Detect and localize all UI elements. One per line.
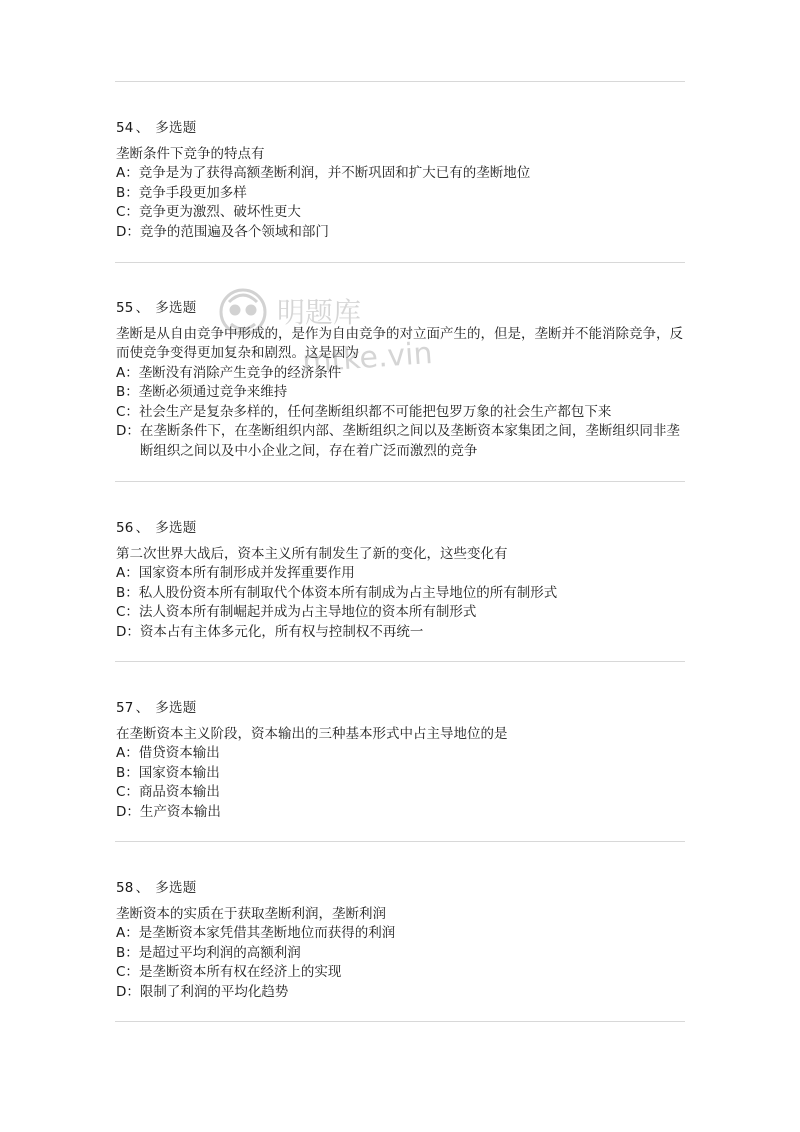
divider xyxy=(115,661,685,662)
option-key: D： xyxy=(116,803,140,820)
question-number: 55 xyxy=(116,300,134,316)
option-text: 法人资本所有制崛起并成为占主导地位的资本所有制形式 xyxy=(138,604,477,620)
question-separator: 、 xyxy=(135,520,150,536)
question-header xyxy=(116,699,688,719)
question-57 xyxy=(116,699,688,822)
option-key: A： xyxy=(116,165,139,181)
option-b[interactable] xyxy=(116,764,688,784)
option-text: 是垄断资本所有权在经济上的实现 xyxy=(138,964,342,980)
question-56 xyxy=(116,519,688,642)
question-header xyxy=(116,519,688,539)
option-text: 在垄断条件下，在垄断组织内部、垄断组织之间以及垄断资本家集团之间，垄断组织同非垄断组织之间以及中小企业之间，存在着广泛而激烈的竞争 xyxy=(139,423,680,459)
option-key: C： xyxy=(116,204,139,220)
option-a[interactable] xyxy=(116,364,688,384)
option-key: D： xyxy=(116,623,140,640)
option-a[interactable] xyxy=(116,164,688,184)
option-key: C： xyxy=(116,403,139,420)
question-stem: 垄断资本的实质在于获取垄断利润，垄断利润 xyxy=(116,905,386,922)
question-55 xyxy=(116,299,688,461)
option-text: 资本占有主体多元化，所有权与控制权不再统一 xyxy=(139,623,424,640)
option-text: 是超过平均利润的高额利润 xyxy=(138,944,301,961)
question-header xyxy=(116,879,688,899)
question-separator: 、 xyxy=(135,880,150,896)
option-key: A： xyxy=(116,565,139,581)
question-separator: 、 xyxy=(135,120,150,136)
question-stem: 垄断条件下竞争的特点有 xyxy=(116,145,265,162)
question-58 xyxy=(116,879,688,1002)
option-key: B： xyxy=(116,944,139,961)
question-header xyxy=(116,119,688,139)
question-stem: 第二次世界大战后，资本主义所有制发生了新的变化，这些变化有 xyxy=(116,545,508,562)
question-type: 多选题 xyxy=(155,520,197,536)
question-stem: 垄断是从自由竞争中形成的，是作为自由竞争的对立面产生的，但是，垄断并不能消除竞争，反而使竞争变得更加复杂和剧烈。这是因为 xyxy=(116,325,683,361)
question-number: 57 xyxy=(116,700,134,716)
option-key: B： xyxy=(116,584,139,601)
question-type: 多选题 xyxy=(155,880,197,896)
option-c[interactable] xyxy=(116,963,688,983)
option-c[interactable] xyxy=(116,783,688,803)
divider xyxy=(115,1021,685,1022)
option-a[interactable] xyxy=(116,564,688,584)
option-text: 私人股份资本所有制取代个体资本所有制成为占主导地位的所有制形式 xyxy=(138,584,558,601)
option-key: A： xyxy=(116,925,139,941)
question-54 xyxy=(116,119,688,242)
option-d[interactable] xyxy=(116,983,688,1003)
option-key: B： xyxy=(116,384,139,400)
option-text: 借贷资本输出 xyxy=(138,745,220,761)
option-key: D： xyxy=(116,423,140,439)
option-text: 社会生产是复杂多样的，任何垄断组织都不可能把包罗万象的社会生产都包下来 xyxy=(138,403,612,420)
divider xyxy=(115,81,685,82)
option-text: 生产资本输出 xyxy=(139,803,221,820)
option-key: A： xyxy=(116,364,139,381)
option-d[interactable] xyxy=(116,422,688,461)
divider xyxy=(115,841,685,842)
option-d[interactable] xyxy=(116,223,688,243)
option-key: A： xyxy=(116,745,139,761)
option-b[interactable] xyxy=(116,584,688,604)
question-header xyxy=(116,299,688,319)
option-d[interactable] xyxy=(116,803,688,823)
option-key: C： xyxy=(116,604,139,620)
divider xyxy=(115,481,685,482)
question-type: 多选题 xyxy=(155,300,197,316)
watermark-text-cn: 明题库 xyxy=(277,296,362,329)
option-text: 国家资本所有制形成并发挥重要作用 xyxy=(138,565,355,581)
question-type: 多选题 xyxy=(155,120,197,136)
option-text: 竞争的范围遍及各个领域和部门 xyxy=(139,223,329,240)
question-number: 58 xyxy=(116,880,134,896)
option-text: 国家资本输出 xyxy=(138,764,220,781)
question-type: 多选题 xyxy=(155,700,197,716)
option-key: B： xyxy=(116,184,139,201)
question-number: 54 xyxy=(116,120,134,136)
divider xyxy=(115,262,685,263)
option-a[interactable] xyxy=(116,744,688,764)
watermark-text-en: mtke.vin xyxy=(301,335,434,380)
option-text: 是垄断资本家凭借其垄断地位而获得的利润 xyxy=(138,925,396,941)
option-text: 垄断必须通过竞争来维持 xyxy=(138,384,288,400)
option-b[interactable] xyxy=(116,184,688,204)
option-key: C： xyxy=(116,964,139,980)
option-text: 限制了利润的平均化趋势 xyxy=(139,983,289,1000)
option-key: C： xyxy=(116,784,139,800)
option-c[interactable] xyxy=(116,403,688,423)
option-text: 垄断没有消除产生竞争的经济条件 xyxy=(138,364,342,381)
option-c[interactable] xyxy=(116,203,688,223)
option-text: 竞争是为了获得高额垄断利润，并不断巩固和扩大已有的垄断地位 xyxy=(138,165,531,181)
question-number: 56 xyxy=(116,520,134,536)
option-b[interactable] xyxy=(116,383,688,403)
option-b[interactable] xyxy=(116,944,688,964)
option-c[interactable] xyxy=(116,603,688,623)
option-d[interactable] xyxy=(116,623,688,643)
option-key: D： xyxy=(116,223,140,240)
question-separator: 、 xyxy=(135,300,150,316)
question-separator: 、 xyxy=(135,700,150,716)
option-text: 竞争更为激烈、破坏性更大 xyxy=(138,204,301,220)
option-a[interactable] xyxy=(116,924,688,944)
option-text: 商品资本输出 xyxy=(138,784,220,800)
option-text: 竞争手段更加多样 xyxy=(138,184,247,201)
option-key: D： xyxy=(116,983,140,1000)
option-key: B： xyxy=(116,764,139,781)
question-stem: 在垄断资本主义阶段，资本输出的三种基本形式中占主导地位的是 xyxy=(116,725,508,742)
